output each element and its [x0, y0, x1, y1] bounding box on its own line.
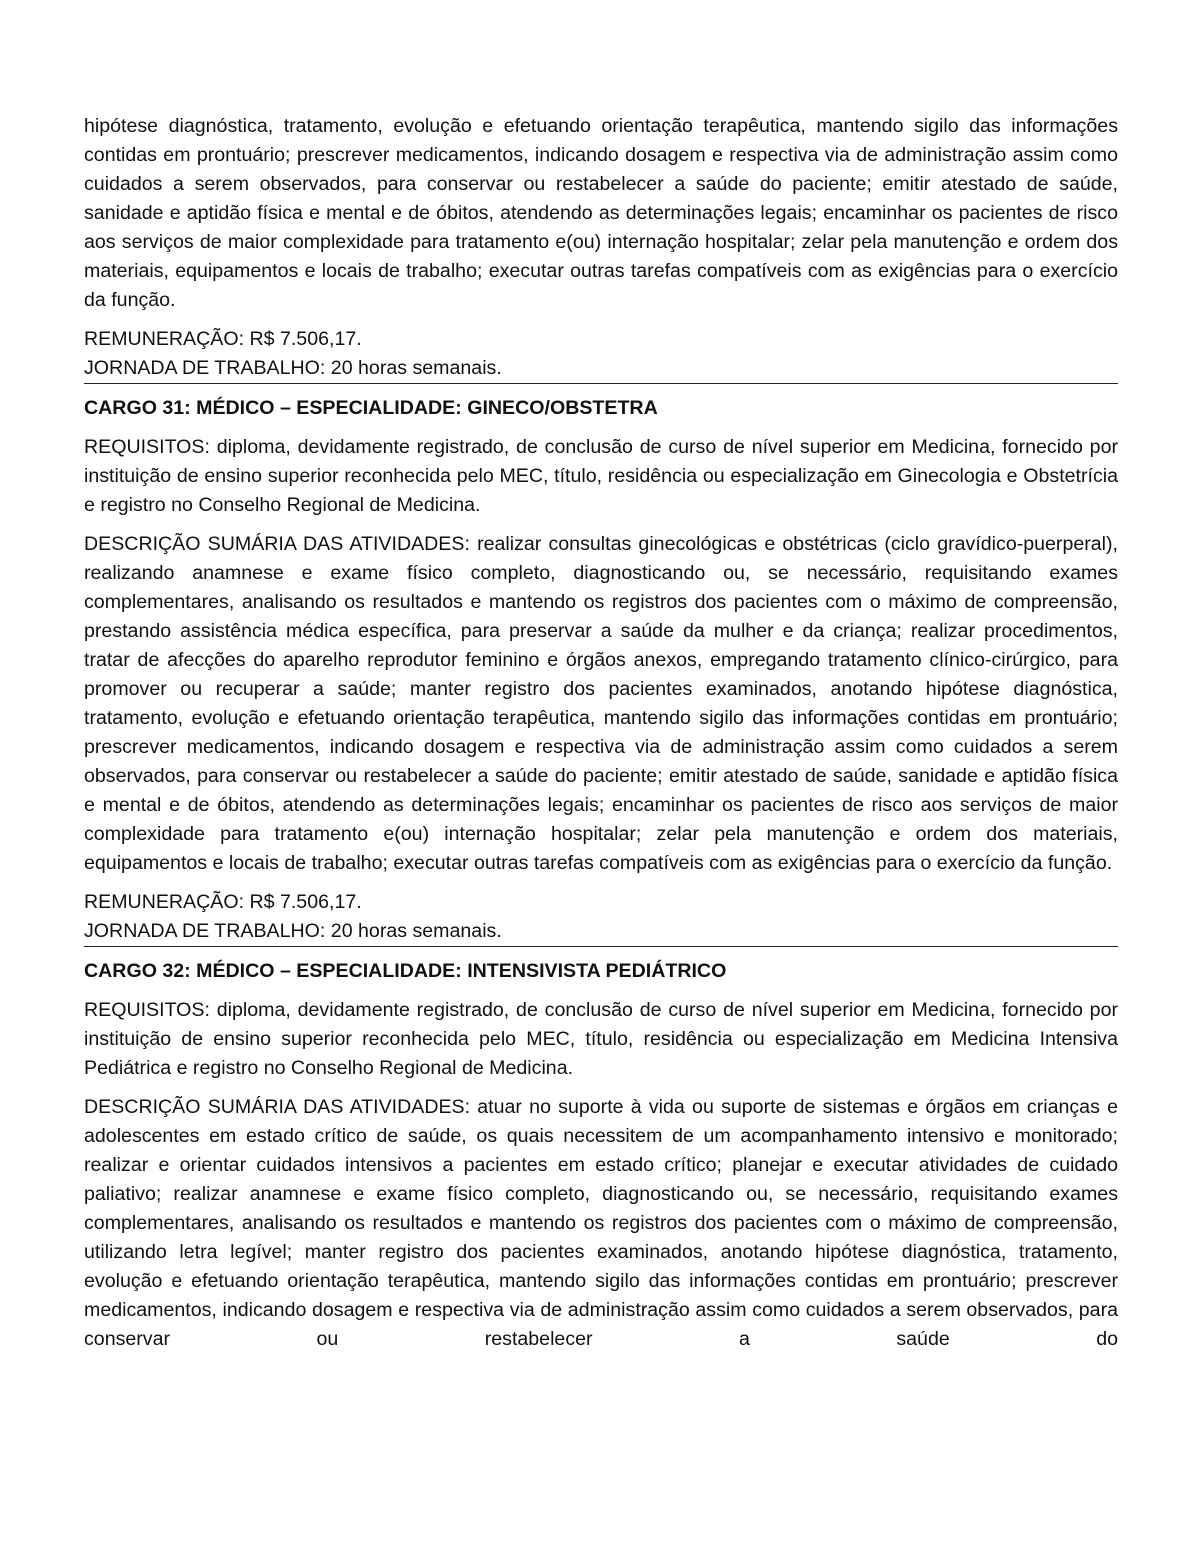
intro-jornada-row [84, 354, 1118, 384]
cargo-31-title: CARGO 31: MÉDICO – ESPECIALIDADE: GINECO/OBSTETRA [84, 397, 658, 419]
document-page [84, 112, 1118, 1354]
cargo-32-requisitos: REQUISITOS: diploma, devidamente registrado, de conclusão de curso de nível superior em Medicina, fornecido por instituição de ensino superior reconhecida pelo MEC, título, residência ou especialização em Medicina Intensiva Pediátrica e registro no Conselho Regional de Medicina. [84, 999, 1118, 1079]
cargo-31-jornada: JORNADA DE TRABALHO: 20 horas semanais. [84, 920, 502, 942]
intro-jornada: JORNADA DE TRABALHO: 20 horas semanais. [84, 357, 502, 379]
cargo-32-title: CARGO 32: MÉDICO – ESPECIALIDADE: INTENSIVISTA PEDIÁTRICO [84, 960, 727, 982]
intro-remuneracao: REMUNERAÇÃO: R$ 7.506,17. [84, 328, 362, 350]
cargo-32-descricao: DESCRIÇÃO SUMÁRIA DAS ATIVIDADES: atuar no suporte à vida ou suporte de sistemas e órgãos em crianças e adolescentes em estado crítico de saúde, os quais necessitem de um acompanhamento intensivo e monitorado; realizar e orientar cuidados intensivos a pacientes em estado crítico; planejar e executar atividades de cuidado paliativo; realizar anamnese e exame físico completo, diagnosticando ou, se necessário, requisitando exames complementares, analisando os resultados e mantendo os registros dos pacientes com o máximo de compreensão, utilizando letra legível; manter registro dos pacientes examinados, anotando hipótese diagnóstica, tratamento, evolução e efetuando orientação terapêutica, mantendo sigilo das informações contidas em prontuário; prescrever medicamentos, indicando dosagem e respectiva via de administração assim como cuidados a serem observados, para conservar ou restabelecer a saúde do [84, 1096, 1118, 1350]
cargo-31-requisitos: REQUISITOS: diploma, devidamente registrado, de conclusão de curso de nível superior em Medicina, fornecido por instituição de ensino superior reconhecida pelo MEC, título, residência ou especialização em Ginecologia e Obstetrícia e registro no Conselho Regional de Medicina. [84, 436, 1118, 516]
intro-continuation-paragraph: hipótese diagnóstica, tratamento, evolução e efetuando orientação terapêutica, mantendo sigilo das informações contidas em prontuário; prescrever medicamentos, indicando dosagem e respectiva via de administração assim como cuidados a serem observados, para conservar ou restabelecer a saúde do paciente; emitir atestado de saúde, sanidade e aptidão física e mental e de óbitos, atendendo as determinações legais; encaminhar os pacientes de risco aos serviços de maior complexidade para tratamento e(ou) internação hospitalar; zelar pela manutenção e ordem dos materiais, equipamentos e locais de trabalho; executar outras tarefas compatíveis com as exigências para o exercício da função. [84, 115, 1118, 311]
cargo-31-jornada-row [84, 917, 1118, 947]
cargo-31-descricao: DESCRIÇÃO SUMÁRIA DAS ATIVIDADES: realizar consultas ginecológicas e obstétricas (ciclo gravídico-puerperal), realizando anamnese e exame físico completo, diagnosticando ou, se necessário, requisitando exames complementares, analisando os resultados e mantendo os registros dos pacientes com o máximo de compreensão, prestando assistência médica específica, para preservar a saúde da mulher e da criança; realizar procedimentos, tratar de afecções do aparelho reprodutor feminino e órgãos anexos, empregando tratamento clínico-cirúrgico, para promover ou recuperar a saúde; manter registro dos pacientes examinados, anotando hipótese diagnóstica, tratamento, evolução e efetuando orientação terapêutica, mantendo sigilo das informações contidas em prontuário; prescrever medicamentos, indicando dosagem e respectiva via de administração assim como cuidados a serem observados, para conservar ou restabelecer a saúde do paciente; emitir atestado de saúde, sanidade e aptidão física e mental e de óbitos, atendendo as determinações legais; encaminhar os pacientes de risco aos serviços de maior complexidade para tratamento e(ou) internação hospitalar; zelar pela manutenção e ordem dos materiais, equipamentos e locais de trabalho; executar outras tarefas compatíveis com as exigências para o exercício da função. [84, 533, 1118, 874]
cargo-31-remuneracao: REMUNERAÇÃO: R$ 7.506,17. [84, 891, 362, 913]
